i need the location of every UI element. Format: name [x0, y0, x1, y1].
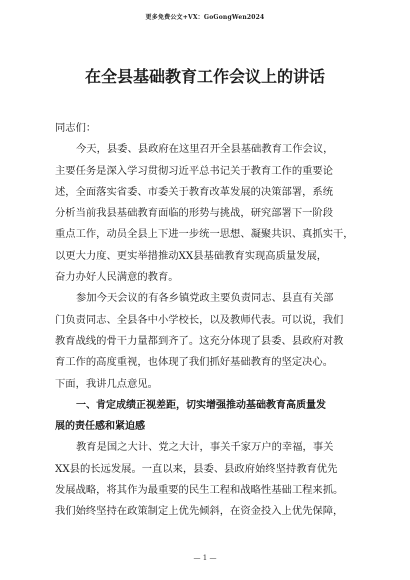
- salutation: 同志们：: [55, 122, 97, 134]
- section-heading: 一、肯定成绩正视差距，切实增强推动基础教育高质量发: [76, 399, 326, 411]
- body-line: 述，全面落实省委、市委关于教育改革发展的决策部署，系统: [55, 185, 334, 198]
- body-line: 奋力办好人民满意的教育。: [55, 271, 179, 284]
- body-line: 下面，我讲几点意见。: [55, 377, 158, 390]
- body-line: 分析当前我县基础教育面临的形势与挑战，研究部署下一阶段: [55, 207, 334, 220]
- document-title: 在全县基础教育工作会议上的讲话: [84, 67, 325, 86]
- body-line: 主要任务是深入学习贯彻习近平总书记关于教育工作的重要论: [55, 164, 334, 177]
- body-line: 以更大力度、更实举措推动XX县基础教育实现高质量发展，: [55, 249, 328, 262]
- body-line: 今天，县委、县政府在这里召开全县基础教育工作会议，: [76, 143, 334, 156]
- body-line: 我们始终坚持在政策制定上优先倾斜，在资金投入上优先保障，: [55, 505, 344, 518]
- document-body: [55, 118, 360, 523]
- header-note: 更多免费公文+VX：GoGongWen2024: [145, 14, 265, 21]
- body-line: 发展战略，将其作为最重要的民生工程和战略性基础工程来抓。: [55, 484, 344, 497]
- section-heading: 展的责任感和紧迫感: [55, 421, 145, 433]
- body-line: 教育是国之大计、党之大计，事关千家万户的幸福，事关: [76, 441, 334, 454]
- page-number: — 1 —: [193, 554, 217, 562]
- body-line: 门负责同志、全县各中小学校长，以及教师代表。可以说，我们: [55, 313, 344, 326]
- body-line: 参加今天会议的有各乡镇党政主要负责同志、县直有关部: [76, 292, 334, 305]
- body-line: 重点工作，动员全县上下进一步统一思想、凝聚共识、真抓实干，: [55, 228, 354, 241]
- body-line: 教育战线的骨干力量都到齐了。这充分体现了县委、县政府对教: [55, 334, 344, 347]
- body-line: XX县的长远发展。一直以来，县委、县政府始终坚持教育优先: [55, 462, 338, 475]
- body-line: 育工作的高度重视，也体现了我们抓好基础教育的坚定决心。: [55, 356, 334, 369]
